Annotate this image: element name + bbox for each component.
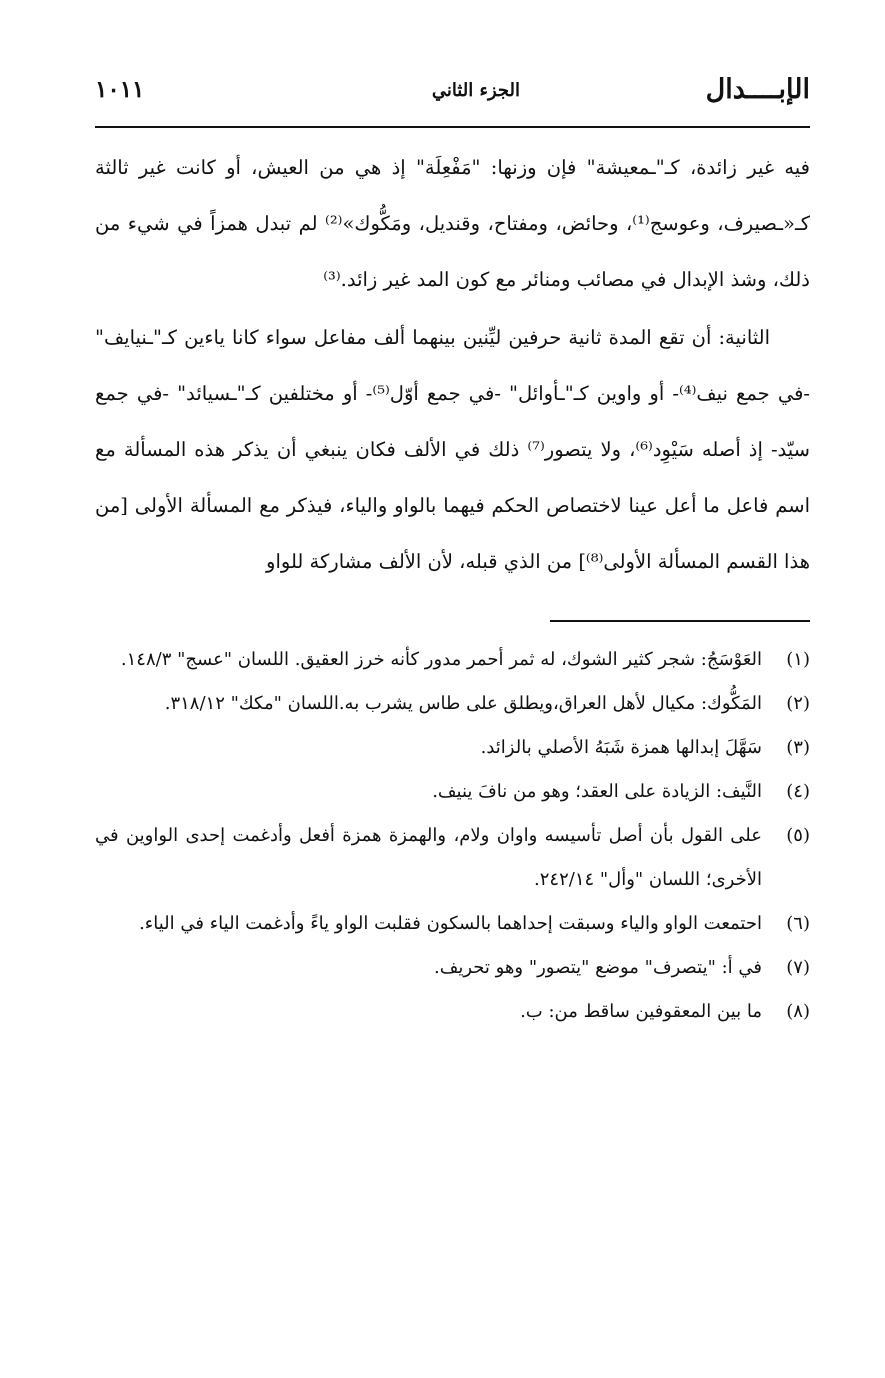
part-title: الجزء الثاني [431,80,520,101]
footnote-number: (٥) [786,825,810,846]
paragraph: فيه غير زائدة، كـ"ـمعيشة" فإن وزنها: "مَفْعِلَة" إذ هي من العيش، أو كانت غير ثالثة كـ«ـصيرف، وعوسج⁽¹⁾، وحائض، ومفتاح، وقنديل، ومَكُّوك»⁽²⁾ لم تبدل همزاً في شيء من ذلك، وشذ الإبدال في مصائب ومنائر مع كون المد غير زائد.⁽³⁾ [95,156,810,291]
footnote [95,682,810,726]
running-head [95,68,810,114]
footnote-text: العَوْسَجُ: شجر كثير الشوك، له ثمر أحمر مدور كأنه خرز العقيق. اللسان "عسج" ١٤٨/٣. [120,649,762,670]
header-rule [95,126,810,128]
footnote-number: (٨) [786,1001,810,1022]
section-title: الإبــــدال [705,74,810,105]
footnote [95,946,810,990]
book-page [95,68,810,1034]
footnote-text: سَهَّلَ إبدالها همزة شَبَهُ الأصلي بالزائد. [480,737,762,758]
footnote-number: (٢) [786,693,810,714]
footnote [95,770,810,814]
footnote [95,638,810,682]
footnote-text: النَّيف: الزيادة على العقد؛ وهو من نافَ ينيف. [432,781,762,802]
footnote-divider [550,620,810,622]
footnote-number: (٧) [786,957,810,978]
footnote-number: (٦) [786,913,810,934]
footnote [95,990,810,1034]
footnote-number: (١) [786,649,810,670]
footnote [95,814,810,902]
footnotes [95,638,810,1034]
paragraph: الثانية: أن تقع المدة ثانية حرفين ليِّنين بينهما ألف مفاعل سواء كانا ياءين كـ"ـنيايف" -في جمع نيف⁽⁴⁾- أو واوين كـ"ـأوائل" -في جمع أوّل⁽⁵⁾- أو مختلفين كـ"ـسيائد" -في جمع سيّد- إذ أصله سَيْوِد⁽⁶⁾، ولا يتصور⁽⁷⁾ ذلك في الألف فكان ينبغي أن يذكر هذه المسألة مع اسم فاعل ما أعل عينا لاختصاص الحكم فيهما بالواو والياء، فيذكر مع المسألة الأولى [من هذا القسم المسألة الأولى⁽⁸⁾] من الذي قبله، لأن الألف مشاركة للواو [95,326,810,573]
page-number: ١٠١١ [95,76,145,103]
footnote-text: في أ: "يتصرف" موضع "يتصور" وهو تحريف. [433,957,762,978]
footnote [95,902,810,946]
footnote-text: ما بين المعقوفين ساقط من: ب. [520,1001,762,1022]
footnote [95,726,810,770]
footnote-text: على القول بأن أصل تأسيسه واوان ولام، والهمزة همزة أفعل وأدغمت إحدى الواوين في الأخرى؛ اللسان "وأل" ٢٤٢/١٤. [95,825,762,890]
footnote-text: المَكُّوك: مكيال لأهل العراق،ويطلق على طاس يشرب به.اللسان "مكك" ٣١٨/١٢. [164,693,762,714]
footnote-text: احتمعت الواو والياء وسبقت إحداهما بالسكون فقلبت الواو ياءً وأدغمت الياء في الياء. [139,913,762,934]
footnote-number: (٤) [786,781,810,802]
footnote-number: (٣) [786,737,810,758]
main-text [95,140,810,590]
